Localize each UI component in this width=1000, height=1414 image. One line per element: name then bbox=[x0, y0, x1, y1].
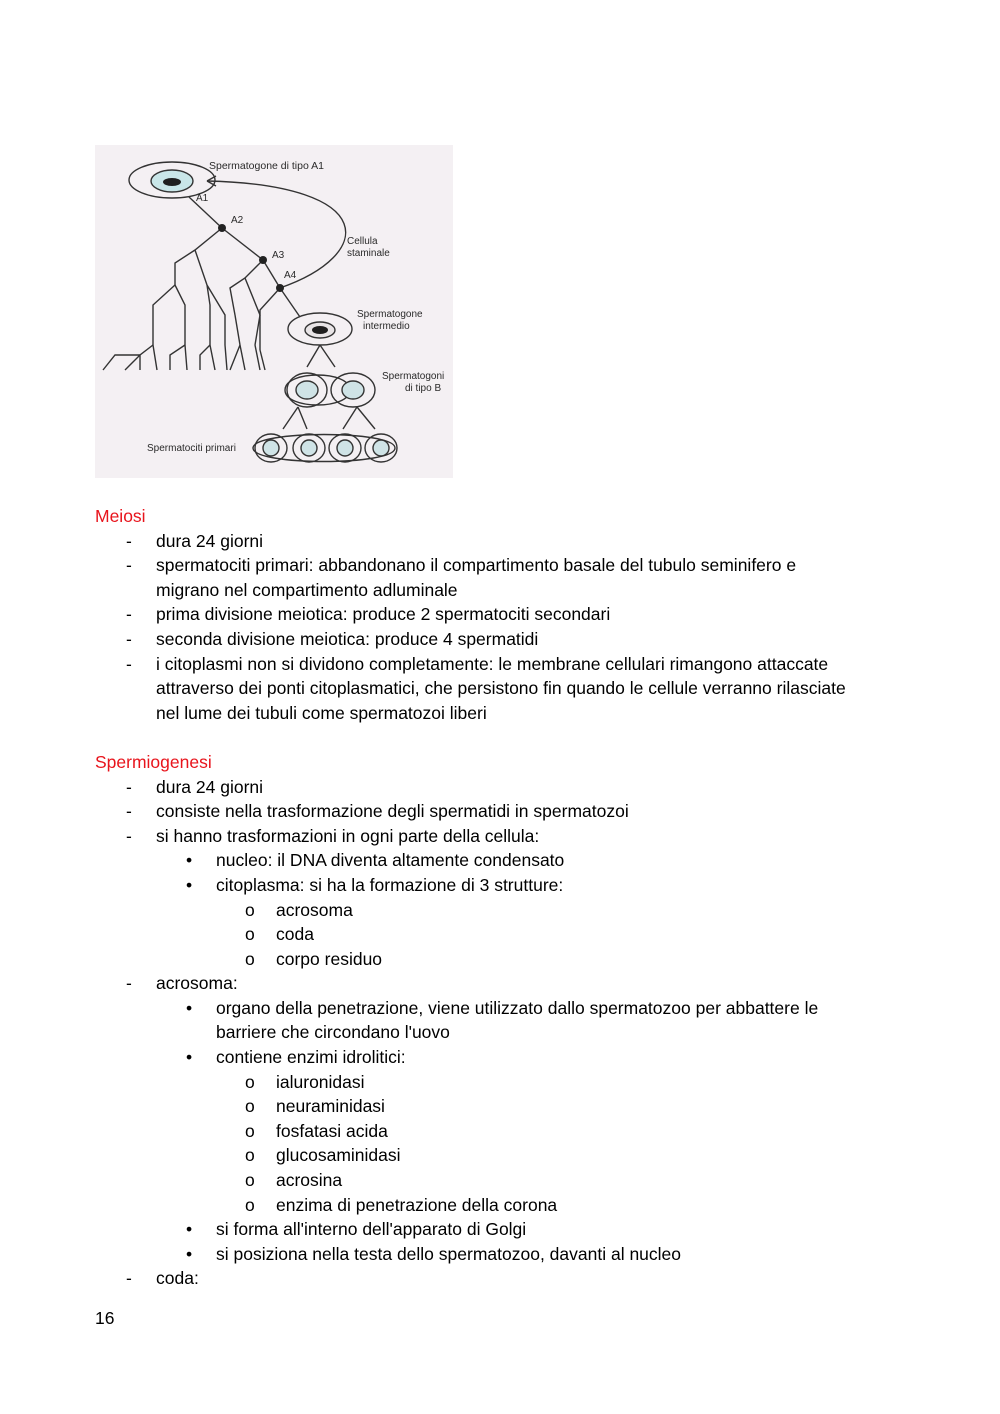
list-marker-bullet: • bbox=[186, 1219, 193, 1240]
list-item-text: attraverso dei ponti citoplasmatici, che persistono fin quando le cellule verranno rilasciate bbox=[156, 678, 846, 699]
list-marker-dash: - bbox=[126, 628, 132, 649]
list-item-text: si hanno trasformazioni in ogni parte della cellula: bbox=[156, 825, 540, 846]
label-primary-spermatocytes: Spermatociti primari bbox=[147, 443, 236, 454]
list-item-text: glucosaminidasi bbox=[276, 1145, 401, 1166]
list-item bbox=[95, 553, 915, 602]
list-item-text: seconda divisione meiotica: produce 4 spermatidi bbox=[156, 628, 539, 649]
list-item bbox=[95, 1094, 915, 1119]
label-a3: A3 bbox=[272, 250, 285, 261]
list-marker-bullet: • bbox=[186, 1047, 193, 1068]
label-stem-cell-1: Cellula bbox=[347, 236, 378, 247]
spermatogenesis-figure bbox=[95, 145, 453, 478]
list-marker-bullet: • bbox=[186, 850, 193, 871]
list-item bbox=[95, 898, 915, 923]
list-marker-dash: - bbox=[126, 801, 132, 822]
list-item bbox=[95, 1119, 915, 1144]
list-marker-dash: - bbox=[126, 1268, 132, 1289]
list-item-text: prima divisione meiotica: produce 2 spermatociti secondari bbox=[156, 604, 611, 625]
list-item bbox=[95, 996, 915, 1045]
list-marker-circle: o bbox=[245, 1120, 255, 1141]
list-item-text: i citoplasmi non si dividono completamente: le membrane cellulari rimangono attaccate bbox=[156, 653, 829, 674]
list-item-text: acrosoma: bbox=[156, 973, 238, 994]
list-item-text: si forma all'interno dell'apparato di Golgi bbox=[216, 1219, 527, 1240]
section-heading-spermiogenesi: Spermiogenesi bbox=[95, 751, 212, 772]
list-marker-dash: - bbox=[126, 973, 132, 994]
list-item-text: citoplasma: si ha la formazione di 3 strutture: bbox=[216, 874, 564, 895]
page-content bbox=[95, 504, 915, 1291]
list-item bbox=[95, 602, 915, 627]
label-type-a1: Spermatogone di tipo A1 bbox=[209, 160, 324, 172]
section-spacer bbox=[95, 725, 915, 750]
list-marker-circle: o bbox=[245, 948, 255, 969]
list-item bbox=[95, 775, 915, 800]
list-item-text: enzima di penetrazione della corona bbox=[276, 1194, 558, 1215]
list-item bbox=[95, 1143, 915, 1168]
page-number: 16 bbox=[95, 1308, 115, 1328]
list-marker-dash: - bbox=[126, 776, 132, 797]
label-a1: A1 bbox=[196, 193, 209, 204]
list-marker-bullet: • bbox=[186, 874, 193, 895]
list-item bbox=[95, 1168, 915, 1193]
list-item-text: organo della penetrazione, viene utilizzato dallo spermatozoo per abbattere le bbox=[216, 997, 819, 1018]
list-item-text: acrosoma bbox=[276, 899, 353, 920]
stem-cell-arrow bbox=[207, 181, 346, 288]
list-item-text: fosfatasi acida bbox=[276, 1120, 388, 1141]
list-marker-circle: o bbox=[245, 1170, 255, 1191]
list-item-text: dura 24 giorni bbox=[156, 776, 264, 797]
list-item-text: coda bbox=[276, 924, 314, 945]
list-item-text: acrosina bbox=[276, 1170, 343, 1191]
list-item bbox=[95, 971, 915, 996]
list-item bbox=[95, 1045, 915, 1070]
list-item-text: spermatociti primari: abbandonano il compartimento basale del tubulo seminifero e bbox=[156, 555, 797, 576]
list-item bbox=[95, 824, 915, 849]
list-item bbox=[95, 529, 915, 554]
list-item bbox=[95, 922, 915, 947]
list-item-text: coda: bbox=[156, 1268, 199, 1289]
list-item bbox=[95, 1193, 915, 1218]
list-marker-dash: - bbox=[126, 530, 132, 551]
label-intermediate-1: Spermatogone bbox=[357, 309, 423, 320]
list-item bbox=[95, 848, 915, 873]
list-item bbox=[95, 1217, 915, 1242]
list-item bbox=[95, 947, 915, 972]
list-item bbox=[95, 652, 915, 726]
label-a4: A4 bbox=[284, 270, 297, 281]
list-item-text: corpo residuo bbox=[276, 948, 383, 969]
list-marker-dash: - bbox=[126, 604, 132, 625]
list-marker-circle: o bbox=[245, 924, 255, 945]
label-stem-cell-2: staminale bbox=[347, 248, 390, 259]
list-item-text: dura 24 giorni bbox=[156, 530, 264, 551]
list-item bbox=[95, 627, 915, 652]
list-marker-circle: o bbox=[245, 1194, 255, 1215]
list-marker-dash: - bbox=[126, 555, 132, 576]
list-item bbox=[95, 799, 915, 824]
list-item-text: consiste nella trasformazione degli spermatidi in spermatozoi bbox=[156, 801, 629, 822]
list-item-text: neuraminidasi bbox=[276, 1096, 385, 1117]
list-item bbox=[95, 1266, 915, 1291]
list-marker-circle: o bbox=[245, 1096, 255, 1117]
list-item-text: ialuronidasi bbox=[276, 1071, 365, 1092]
list-item-text: si posiziona nella testa dello spermatozoo, davanti al nucleo bbox=[216, 1243, 682, 1264]
section-heading-meiosi: Meiosi bbox=[95, 506, 146, 526]
spermatogenesis-diagram bbox=[95, 145, 453, 478]
list-item-text: barriere che circondano l'uovo bbox=[216, 1022, 450, 1043]
list-item bbox=[95, 1242, 915, 1267]
list-item-text: contiene enzimi idrolitici: bbox=[216, 1047, 406, 1068]
list-item-text: nucleo: il DNA diventa altamente condensato bbox=[216, 850, 565, 871]
list-marker-circle: o bbox=[245, 899, 255, 920]
list-marker-circle: o bbox=[245, 1145, 255, 1166]
list-marker-bullet: • bbox=[186, 997, 193, 1018]
list-item bbox=[95, 873, 915, 898]
label-a2: A2 bbox=[231, 215, 244, 226]
list-item bbox=[95, 1070, 915, 1095]
list-marker-dash: - bbox=[126, 825, 132, 846]
list-item-text: nel lume dei tubuli come spermatozoi liberi bbox=[156, 702, 487, 723]
list-item-text: migrano nel compartimento adluminale bbox=[156, 579, 458, 600]
label-intermediate-2: intermedio bbox=[363, 321, 410, 332]
label-type-b-1: Spermatogoni bbox=[382, 371, 445, 382]
label-type-b-2: di tipo B bbox=[405, 383, 442, 394]
list-marker-circle: o bbox=[245, 1071, 255, 1092]
list-marker-dash: - bbox=[126, 653, 132, 674]
list-marker-bullet: • bbox=[186, 1243, 193, 1264]
